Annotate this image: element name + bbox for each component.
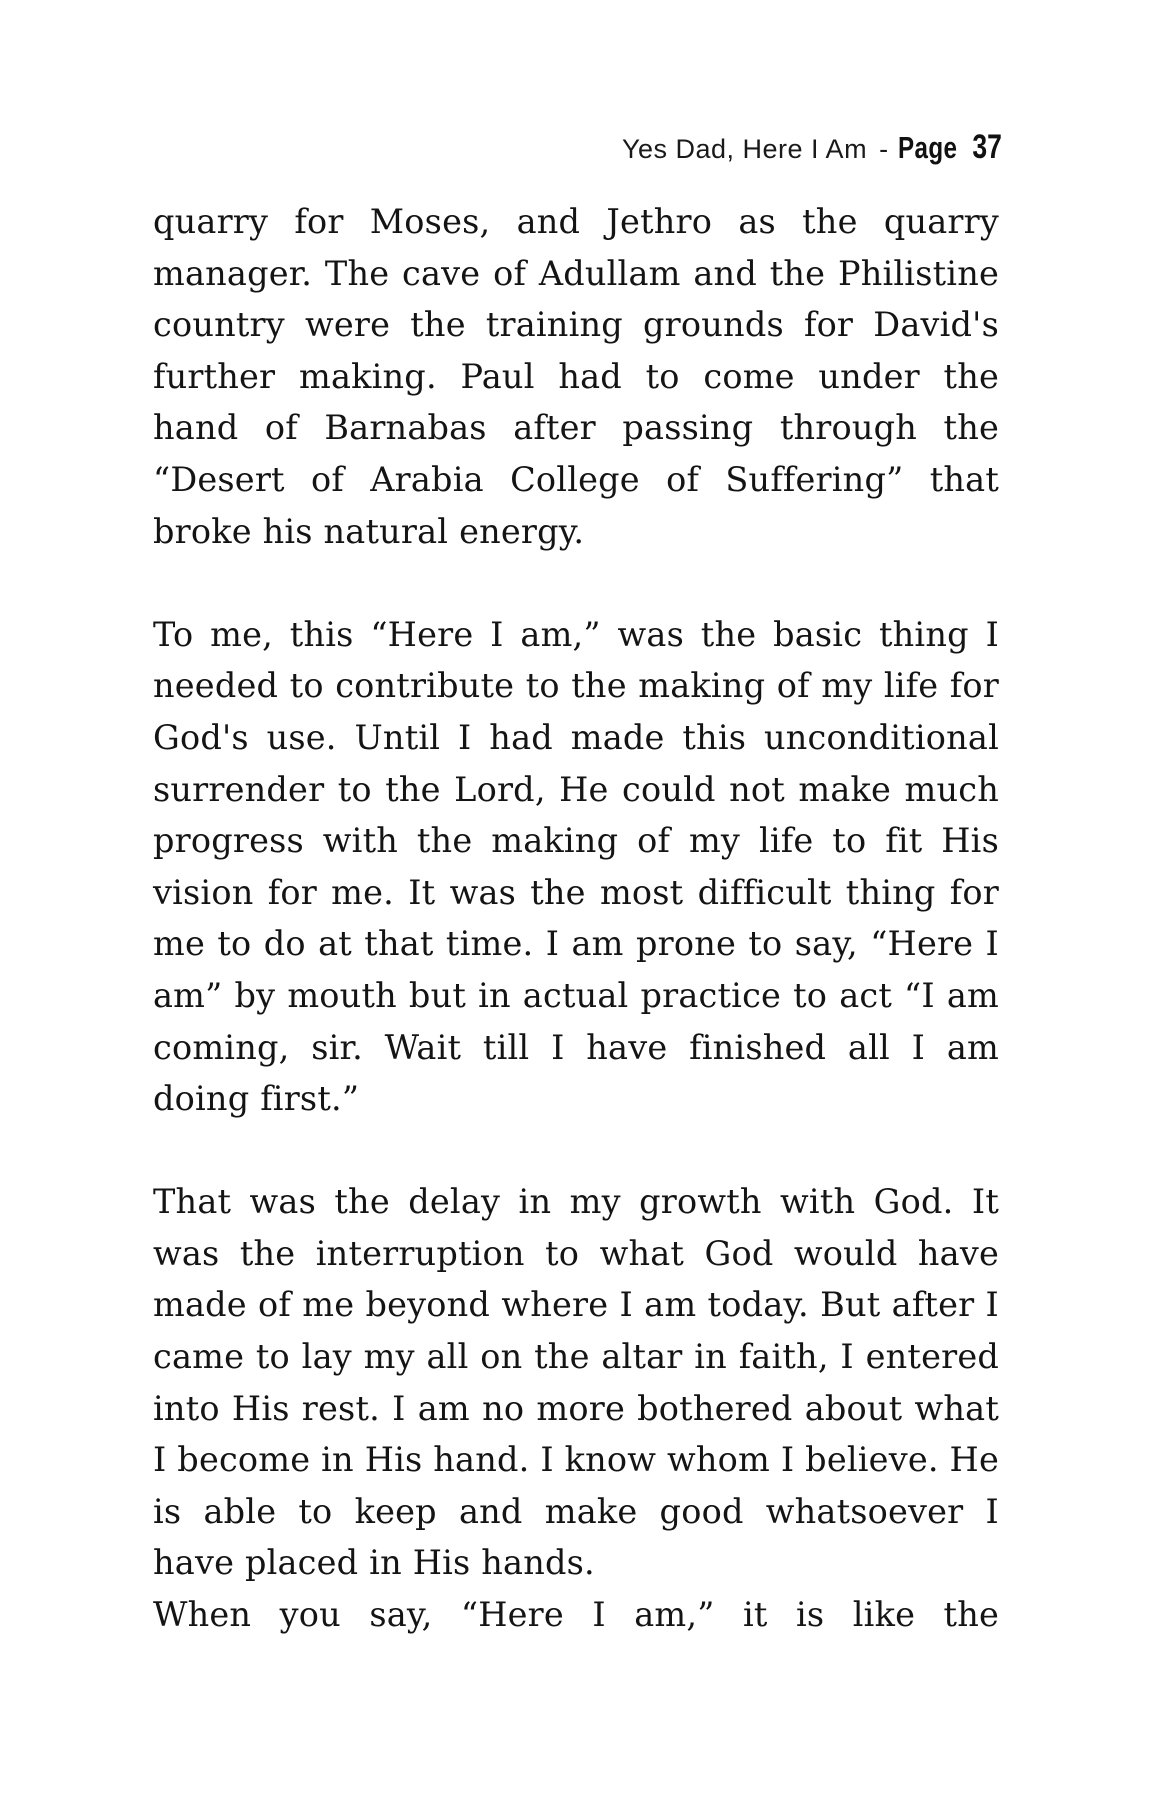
running-head xyxy=(622,128,1002,167)
paragraph-3: That was the delay in my growth with God. It was the interruption to what God would have made of me beyond where I am today. But after I came to lay my all on the altar in faith, I entered into His rest. I am no more bothered about what I become in His hand. I know whom I believe. He is able to keep and make good whatsoever I have placed in His hands. xyxy=(153,1182,999,1583)
paragraph-1: quarry for Moses, and Jethro as the quarry manager. The cave of Adullam and the Philistine country were the training grounds for David's further making. Paul had to come under the hand of Barnabas after passing through the “Desert of Arabia College of Suffering” that broke his natural energy. xyxy=(153,202,999,551)
header-separator: - xyxy=(879,134,889,164)
book-title: Yes Dad, Here I Am xyxy=(621,134,868,164)
paragraph-4: When you say, “Here I am,” it is like the xyxy=(153,1595,999,1635)
paragraph-2: To me, this “Here I am,” was the basic thing I needed to contribute to the making of my life for God's use. Until I had made this unconditional surrender to the Lord, He could not make much progress with the making of my life to fit His vision for me. It was the most difficult thing for me to do at that time. I am prone to say, “Here I am” by mouth but in actual practice to act “I am coming, sir. Wait till I have finished all I am doing first.” xyxy=(153,614,999,1119)
page-number: 37 xyxy=(972,128,1002,166)
page-label: Page xyxy=(898,130,958,165)
body-text xyxy=(153,196,999,1641)
